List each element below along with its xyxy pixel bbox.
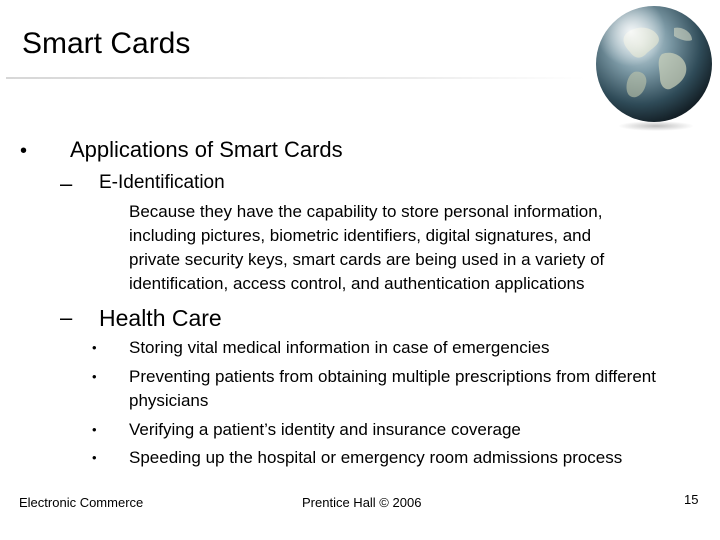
slide-title: Smart Cards bbox=[22, 27, 191, 60]
section-heading-health-care: Health Care bbox=[99, 305, 222, 331]
dash-icon: – bbox=[60, 305, 73, 330]
sub-bullet-icon: • bbox=[92, 422, 97, 437]
e-identification-paragraph bbox=[129, 200, 699, 296]
sub-bullet-icon: • bbox=[92, 369, 97, 384]
globe-icon bbox=[588, 2, 718, 132]
dash-icon: – bbox=[60, 171, 73, 196]
footer-publisher: Prentice Hall © 2006 bbox=[302, 495, 422, 510]
list-item: Preventing patients from obtaining multiple prescriptions from different physicians bbox=[129, 367, 656, 410]
sub-bullet-icon: • bbox=[92, 450, 97, 465]
bullet-icon: • bbox=[20, 140, 28, 162]
list-item: Verifying a patient’s identity and insurance coverage bbox=[129, 420, 521, 439]
sub-bullet-icon: • bbox=[92, 340, 97, 355]
footer-course: Electronic Commerce bbox=[19, 495, 144, 510]
section-heading-e-identification: E-Identification bbox=[99, 172, 225, 193]
paragraph-line: identification, access control, and authentication applications bbox=[129, 274, 585, 293]
title-divider bbox=[6, 77, 586, 79]
paragraph-line: Because they have the capability to store personal information, bbox=[129, 202, 603, 221]
page-number: 15 bbox=[684, 492, 699, 507]
paragraph-line: including pictures, biometric identifiers, digital signatures, and bbox=[129, 226, 592, 245]
bullet-label: Applications of Smart Cards bbox=[70, 137, 343, 162]
paragraph-line: private security keys, smart cards are being used in a variety of bbox=[129, 250, 605, 269]
list-item: Speeding up the hospital or emergency room admissions process bbox=[129, 448, 623, 467]
list-item: Storing vital medical information in case of emergencies bbox=[129, 338, 550, 357]
